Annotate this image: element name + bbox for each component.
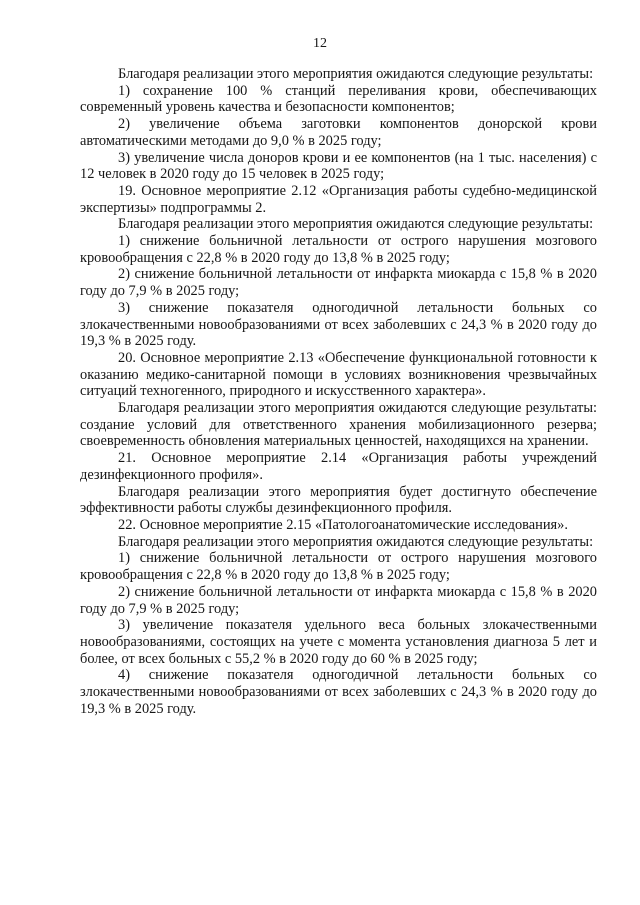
paragraph-result-infarction: 2) снижение больничной летальности от инфаркта миокарда с 15,8 % в 2020 году до 7,9 % в 2025 году; [80,266,597,300]
paragraph-results-intro-2: Благодаря реализации этого мероприятия ожидаются следующие результаты: [118,216,594,233]
page-number: 12 [313,36,327,51]
paragraph-results-intro-5: Благодаря реализации этого мероприятия ожидаются следующие результаты: [118,533,594,550]
paragraph-results-intro-1: Благодаря реализации этого мероприятия ожидаются следующие результаты: [118,66,594,82]
paragraph-measure-22: 22. Основное мероприятие 2.15 «Патологоанатомические исследования». [118,516,568,533]
paragraph-result-3: 3) увеличение числа доноров крови и ее компонентов (на 1 тыс. населения) с 12 человек в 2020 году до 15 человек в 2025 году; [80,149,597,183]
paragraph-results-intro-4: Благодаря реализации этого мероприятия будет достигнуто обеспечение эффективности работы службы дезинфекционного профиля. [80,483,597,517]
paragraph-measure-20: 20. Основное мероприятие 2.13 «Обеспечение функциональной готовности к оказанию медико-санитарной помощи в условиях возникновения чрезвычайных ситуаций техногенного, природного и искусственного характера». [80,349,597,400]
paragraph-result-1: 1) сохранение 100 % станций переливания крови, обеспечивающих современный уровень качества и безопасности компонентов; [80,82,597,116]
paragraph-result-oncology-2: 4) снижение показателя одногодичной летальности больных со злокачественными новообразованиями от всех заболевших с 24,3 % в 2020 году до 19,3 % в 2025 году. [80,667,597,717]
paragraph-result-cancer-registry: 3) увеличение показателя удельного веса больных злокачественными новообразованиями, состоящих на учете с момента установления диагноза 5 лет и более, от всех больных с 55,2 % в 2020 году до 60 % в 2025 году; [80,617,597,667]
paragraph-result-infarction-2: 2) снижение больничной летальности от инфаркта миокарда с 15,8 % в 2020 году до 7,9 % в 2025 году; [80,583,597,617]
paragraph-measure-21: 21. Основное мероприятие 2.14 «Организация работы учреждений дезинфекционного профиля». [80,450,597,483]
paragraph-result-oncology: 3) снижение показателя одногодичной летальности больных со злокачественными новообразованиями от всех заболевших с 24,3 % в 2020 году до 19,3 % в 2025 году. [80,299,597,350]
paragraph-result-2: 2) увеличение объема заготовки компонентов донорской крови автоматическими методами до 9,0 % в 2025 году; [80,116,597,149]
paragraph-result-stroke: 1) снижение больничной летальности от острого нарушения мозгового кровообращения с 22,8 % в 2020 году до 13,8 % в 2025 году; [80,233,597,266]
document-body [80,66,597,717]
paragraph-measure-19: 19. Основное мероприятие 2.12 «Организация работы судебно-медицинской экспертизы» подпрограммы 2. [80,182,597,216]
paragraph-results-intro-3: Благодаря реализации этого мероприятия ожидаются следующие результаты: создание условий для ответственного хранения мобилизационного резерва; своевременность обновления материальных ценностей, находящихся на хранении. [80,400,597,450]
paragraph-result-stroke-2: 1) снижение больничной летальности от острого нарушения мозгового кровообращения с 22,8 % в 2020 году до 13,8 % в 2025 году; [80,550,597,584]
